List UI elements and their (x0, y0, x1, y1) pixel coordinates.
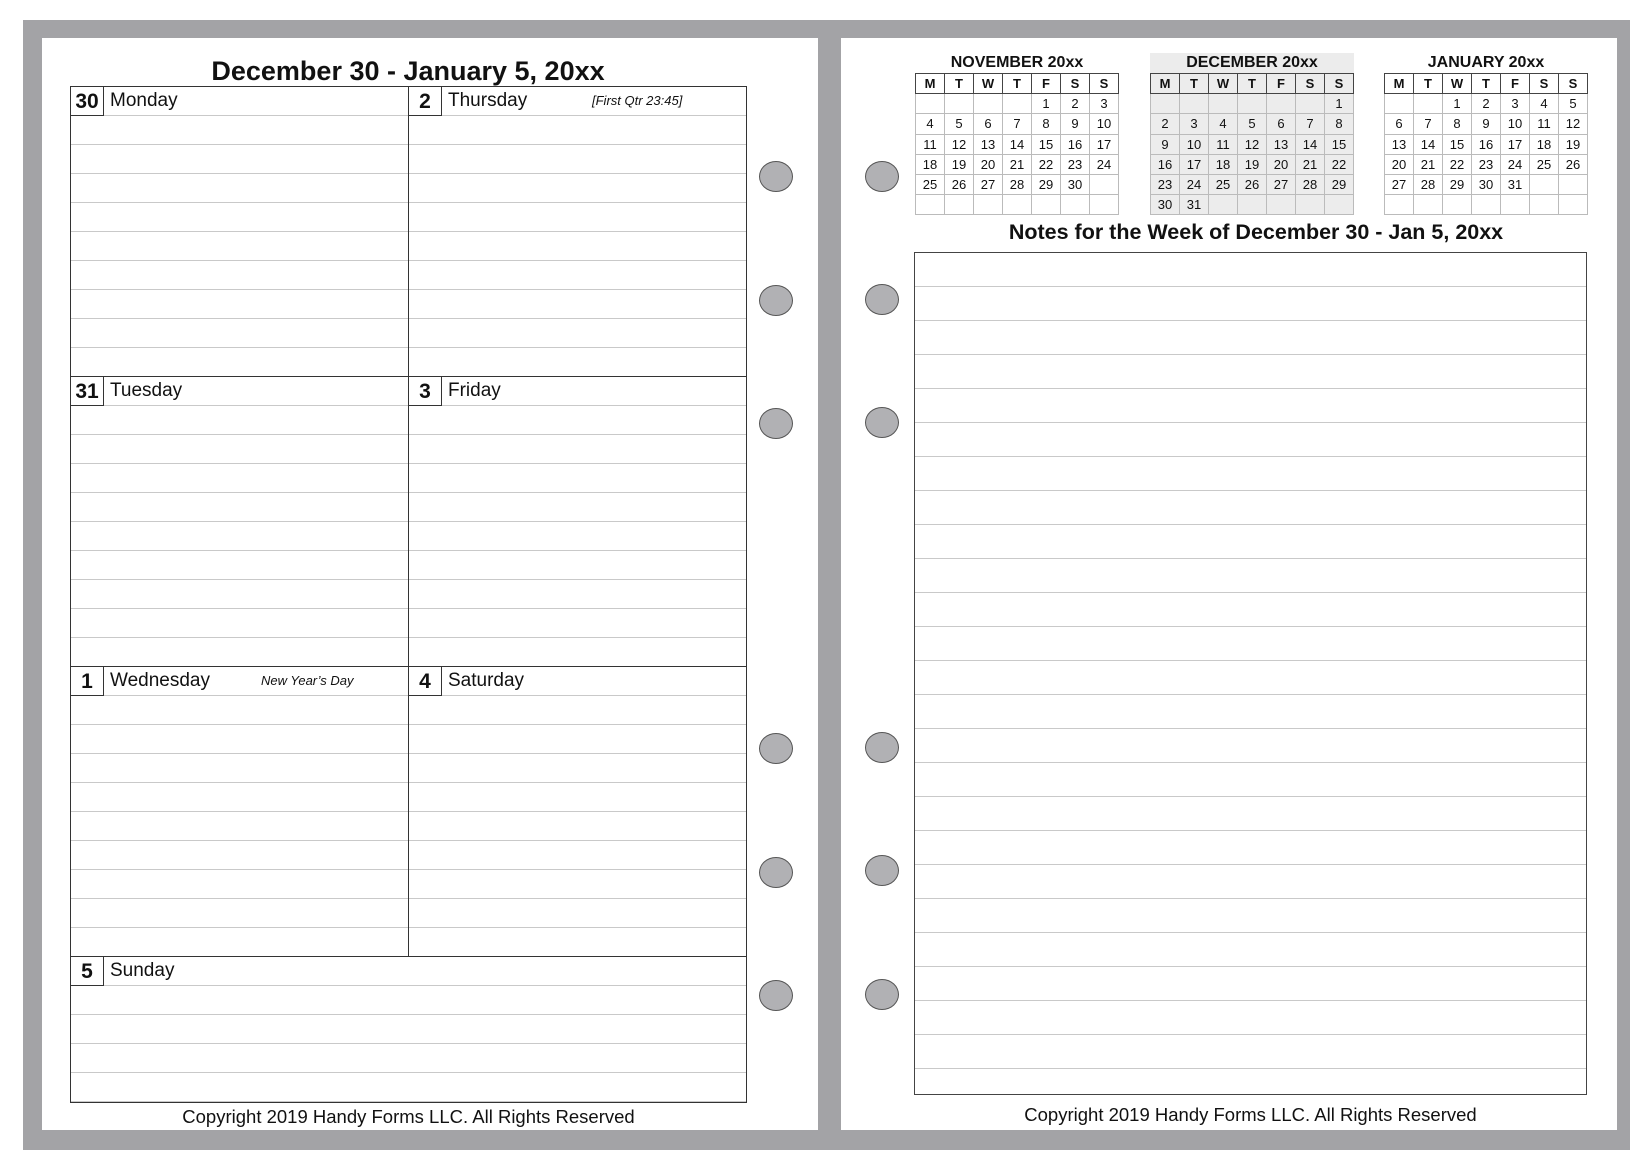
week-grid (70, 86, 747, 1103)
calendar-day-cell: 21 (1414, 154, 1443, 174)
calendar-day-cell (1296, 94, 1325, 114)
weekday-header: T (1238, 74, 1267, 94)
calendar-day-cell: 8 (1032, 114, 1061, 134)
weekday-header: W (1209, 74, 1238, 94)
punch-hole-icon (865, 284, 899, 315)
calendar-day-cell: 3 (1090, 94, 1119, 114)
calendar-day-cell: 27 (974, 174, 1003, 194)
calendar-day-cell (974, 195, 1003, 215)
day-name: Thursday (448, 90, 528, 111)
calendar-day-cell: 28 (1296, 174, 1325, 194)
weekday-header: W (1443, 74, 1472, 94)
calendar-day-cell: 14 (1003, 134, 1032, 154)
copyright-text: Copyright 2019 Handy Forms LLC. All Rights Reserved (182, 1106, 635, 1127)
punch-hole-icon (865, 732, 899, 763)
weekday-header: S (1296, 74, 1325, 94)
calendar-day-cell: 6 (974, 114, 1003, 134)
calendar-day-cell (1414, 94, 1443, 114)
mini-calendar-title: JANUARY 20xx (1427, 54, 1545, 71)
calendar-day-cell: 15 (1032, 134, 1061, 154)
calendar-day-cell: 19 (1238, 154, 1267, 174)
calendar-day-cell: 26 (1238, 174, 1267, 194)
calendar-day-cell: 4 (1530, 94, 1559, 114)
calendar-day-cell: 19 (1559, 134, 1588, 154)
calendar-day-cell: 23 (1151, 174, 1180, 194)
calendar-day-cell: 11 (916, 134, 945, 154)
calendar-day-cell: 1 (1325, 94, 1354, 114)
calendar-day-cell (1559, 174, 1588, 194)
calendar-day-cell: 22 (1325, 154, 1354, 174)
calendar-day-cell: 20 (974, 154, 1003, 174)
calendar-day-cell: 12 (1238, 134, 1267, 154)
calendar-day-cell (1385, 94, 1414, 114)
calendar-day-cell: 5 (1238, 114, 1267, 134)
day-sunday[interactable] (71, 957, 746, 1102)
calendar-day-cell: 30 (1151, 195, 1180, 215)
calendar-day-cell: 21 (1296, 154, 1325, 174)
calendar-day-cell: 13 (1385, 134, 1414, 154)
weekday-header: S (1559, 74, 1588, 94)
weekday-header: T (1414, 74, 1443, 94)
calendar-day-cell (1385, 195, 1414, 215)
calendar-day-cell: 3 (1180, 114, 1209, 134)
calendar-day-cell: 29 (1443, 174, 1472, 194)
calendar-day-cell: 22 (1443, 154, 1472, 174)
calendar-day-cell: 17 (1180, 154, 1209, 174)
calendar-day-cell: 5 (945, 114, 974, 134)
calendar-day-cell (1238, 195, 1267, 215)
day-name: Sunday (110, 960, 175, 981)
calendar-day-cell: 2 (1472, 94, 1501, 114)
calendar-day-cell (1472, 195, 1501, 215)
day-number: 31 (71, 377, 104, 406)
day-header (71, 87, 408, 116)
mini-calendar-december (1150, 53, 1354, 215)
day-number: 1 (71, 667, 104, 696)
calendar-day-cell (1267, 195, 1296, 215)
calendar-day-cell: 7 (1003, 114, 1032, 134)
calendar-day-cell: 2 (1061, 94, 1090, 114)
calendar-day-cell: 27 (1267, 174, 1296, 194)
calendar-day-cell (1443, 195, 1472, 215)
calendar-day-cell (945, 195, 974, 215)
calendar-day-cell: 1 (1032, 94, 1061, 114)
punch-hole-icon (759, 408, 793, 439)
day-header (71, 667, 408, 696)
calendar-day-cell: 18 (916, 154, 945, 174)
weekday-header: M (916, 74, 945, 94)
calendar-day-cell (1032, 195, 1061, 215)
punch-hole-icon (759, 733, 793, 764)
punch-hole-icon (759, 285, 793, 316)
calendar-day-cell: 12 (945, 134, 974, 154)
calendar-day-cell: 13 (1267, 134, 1296, 154)
calendar-day-cell: 9 (1061, 114, 1090, 134)
calendar-day-cell: 24 (1180, 174, 1209, 194)
calendar-day-cell: 25 (1530, 154, 1559, 174)
calendar-day-cell (1061, 195, 1090, 215)
calendar-day-cell: 25 (1209, 174, 1238, 194)
mini-calendar-november (915, 53, 1119, 215)
calendar-day-cell: 15 (1443, 134, 1472, 154)
calendar-day-cell: 29 (1325, 174, 1354, 194)
day-number: 30 (71, 87, 104, 116)
day-name: Tuesday (110, 380, 183, 401)
calendar-day-cell: 7 (1296, 114, 1325, 134)
mini-calendar-title: DECEMBER 20xx (1186, 54, 1318, 71)
calendar-day-cell (1325, 195, 1354, 215)
calendar-day-cell: 11 (1209, 134, 1238, 154)
calendar-day-cell: 30 (1472, 174, 1501, 194)
weekday-header: S (1530, 74, 1559, 94)
calendar-day-cell: 5 (1559, 94, 1588, 114)
day-header (71, 377, 408, 406)
weekday-header: F (1032, 74, 1061, 94)
calendar-day-cell (1151, 94, 1180, 114)
mini-calendar-grid (915, 73, 1119, 215)
calendar-day-cell (1180, 94, 1209, 114)
calendar-day-cell: 18 (1530, 134, 1559, 154)
calendar-day-cell: 28 (1003, 174, 1032, 194)
calendar-day-cell (1559, 195, 1588, 215)
calendar-day-cell: 1 (1443, 94, 1472, 114)
day-header (409, 667, 746, 696)
calendar-day-cell: 11 (1530, 114, 1559, 134)
weekday-header: T (1003, 74, 1032, 94)
calendar-day-cell: 28 (1414, 174, 1443, 194)
calendar-day-cell (1090, 174, 1119, 194)
calendar-day-cell: 13 (974, 134, 1003, 154)
weekday-header: S (1090, 74, 1119, 94)
day-tuesday[interactable] (71, 377, 409, 667)
day-monday[interactable] (71, 87, 409, 377)
calendar-day-cell: 4 (916, 114, 945, 134)
calendar-day-cell: 12 (1559, 114, 1588, 134)
punch-hole-icon (865, 161, 899, 192)
punch-hole-icon (865, 979, 899, 1010)
copyright-text: Copyright 2019 Handy Forms LLC. All Rights Reserved (1024, 1104, 1477, 1125)
calendar-day-cell: 7 (1414, 114, 1443, 134)
calendar-day-cell (1090, 195, 1119, 215)
day-friday[interactable] (409, 377, 746, 667)
calendar-day-cell: 10 (1501, 114, 1530, 134)
weekday-header: M (1385, 74, 1414, 94)
weekday-header: S (1325, 74, 1354, 94)
holiday-note: New Year’s Day (261, 673, 354, 688)
calendar-day-cell: 8 (1325, 114, 1354, 134)
calendar-day-cell (1267, 94, 1296, 114)
calendar-day-cell: 23 (1061, 154, 1090, 174)
mini-calendar-title: NOVEMBER 20xx (950, 54, 1084, 71)
day-wednesday[interactable] (71, 667, 409, 957)
calendar-day-cell (1530, 174, 1559, 194)
calendar-day-cell: 10 (1180, 134, 1209, 154)
punch-hole-icon (759, 161, 793, 192)
calendar-day-cell: 20 (1267, 154, 1296, 174)
calendar-day-cell: 18 (1209, 154, 1238, 174)
day-header (409, 87, 746, 116)
punch-hole-icon (759, 980, 793, 1011)
calendar-day-cell (974, 94, 1003, 114)
weekday-header: T (1472, 74, 1501, 94)
day-number: 3 (409, 377, 442, 406)
weekday-header: W (974, 74, 1003, 94)
weekday-header: S (1061, 74, 1090, 94)
calendar-day-cell: 17 (1501, 134, 1530, 154)
day-header (409, 377, 746, 406)
weekday-header: T (1180, 74, 1209, 94)
calendar-day-cell: 16 (1472, 134, 1501, 154)
mini-calendar-grid (1150, 73, 1354, 215)
calendar-day-cell: 6 (1267, 114, 1296, 134)
week-title: December 30 - January 5, 20xx (211, 56, 605, 86)
calendar-day-cell (1414, 195, 1443, 215)
calendar-day-cell (1003, 94, 1032, 114)
calendar-day-cell: 31 (1501, 174, 1530, 194)
notes-title: Notes for the Week of December 30 - Jan 5, 20xx (1008, 220, 1504, 244)
calendar-day-cell (1209, 195, 1238, 215)
calendar-day-cell: 3 (1501, 94, 1530, 114)
calendar-day-cell: 26 (1559, 154, 1588, 174)
calendar-day-cell: 19 (945, 154, 974, 174)
calendar-day-cell: 10 (1090, 114, 1119, 134)
calendar-day-cell (1238, 94, 1267, 114)
calendar-day-cell: 23 (1472, 154, 1501, 174)
calendar-day-cell (1209, 94, 1238, 114)
calendar-day-cell: 9 (1151, 134, 1180, 154)
day-header (71, 957, 746, 986)
calendar-day-cell: 15 (1325, 134, 1354, 154)
calendar-day-cell (945, 94, 974, 114)
day-number: 4 (409, 667, 442, 696)
weekday-header: M (1151, 74, 1180, 94)
weekday-header: T (945, 74, 974, 94)
calendar-day-cell: 24 (1501, 154, 1530, 174)
calendar-day-cell (916, 94, 945, 114)
calendar-day-cell: 14 (1414, 134, 1443, 154)
day-thursday[interactable] (409, 87, 746, 377)
mini-calendar-grid (1384, 73, 1588, 215)
punch-hole-icon (865, 407, 899, 438)
calendar-day-cell: 9 (1472, 114, 1501, 134)
calendar-day-cell (1296, 195, 1325, 215)
calendar-day-cell (1003, 195, 1032, 215)
calendar-day-cell: 6 (1385, 114, 1414, 134)
calendar-day-cell: 30 (1061, 174, 1090, 194)
day-number: 2 (409, 87, 442, 116)
day-name: Wednesday (110, 670, 210, 691)
calendar-day-cell: 21 (1003, 154, 1032, 174)
punch-hole-icon (865, 855, 899, 886)
calendar-day-cell (1501, 195, 1530, 215)
calendar-day-cell: 8 (1443, 114, 1472, 134)
mini-calendar-january (1384, 53, 1588, 215)
calendar-day-cell: 2 (1151, 114, 1180, 134)
day-saturday[interactable] (409, 667, 746, 957)
calendar-day-cell: 29 (1032, 174, 1061, 194)
calendar-day-cell: 14 (1296, 134, 1325, 154)
calendar-day-cell: 26 (945, 174, 974, 194)
weekday-header: F (1267, 74, 1296, 94)
day-name: Saturday (448, 670, 525, 691)
day-number: 5 (71, 957, 104, 986)
punch-hole-icon (759, 857, 793, 888)
calendar-day-cell (916, 195, 945, 215)
calendar-day-cell: 31 (1180, 195, 1209, 215)
weekday-header: F (1501, 74, 1530, 94)
calendar-day-cell: 24 (1090, 154, 1119, 174)
moon-phase-note: [First Qtr 23:45] (592, 93, 683, 108)
calendar-day-cell: 17 (1090, 134, 1119, 154)
calendar-day-cell: 16 (1061, 134, 1090, 154)
day-name: Monday (110, 90, 178, 111)
notes-area[interactable] (914, 252, 1587, 1095)
calendar-day-cell (1530, 195, 1559, 215)
calendar-day-cell: 16 (1151, 154, 1180, 174)
calendar-day-cell: 27 (1385, 174, 1414, 194)
calendar-day-cell: 22 (1032, 154, 1061, 174)
calendar-day-cell: 25 (916, 174, 945, 194)
day-name: Friday (448, 380, 501, 401)
calendar-day-cell: 20 (1385, 154, 1414, 174)
calendar-day-cell: 4 (1209, 114, 1238, 134)
